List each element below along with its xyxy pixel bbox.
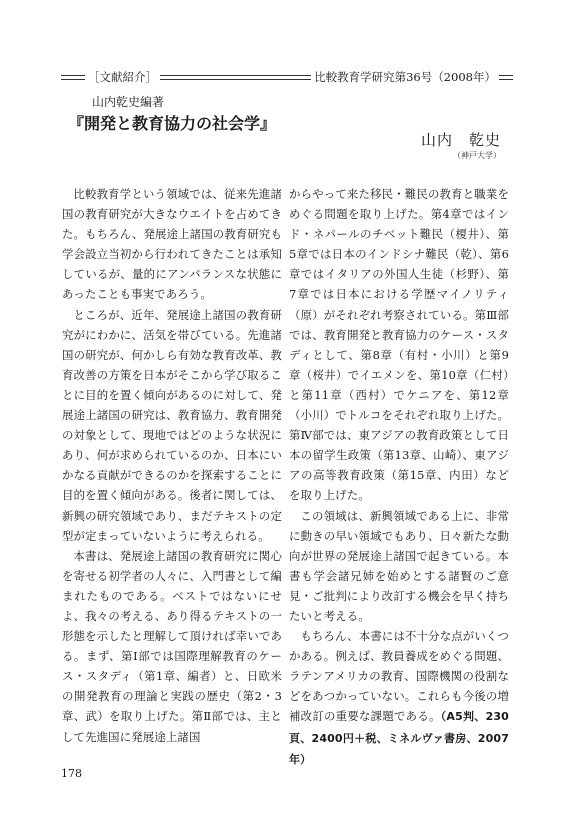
reviewer-name: 山内 乾史 — [420, 131, 501, 149]
journal-issue: 比較教育学研究第36号（2008年） — [314, 70, 496, 84]
reviewer-affiliation: （神戸大学） — [453, 151, 501, 160]
paragraph-text: もちろん、本書には不十分な点がいくつかある。例えば、教員養成をめぐる問題、ラテンアメリカの教育、国際機関の役割などをあつかっていない。これらも今後の増補改訂の重要な課題である。 — [289, 629, 509, 724]
paragraph — [289, 626, 509, 770]
body-right-column — [289, 184, 509, 770]
reviewer-block — [421, 131, 501, 161]
page-number: 178 — [61, 767, 82, 780]
section-header-rule — [61, 70, 513, 84]
paragraph: この領域は、新興領域である上に、非常に動きの早い領域でもあり、日々新たな動向が世界の発展途上諸国で起きている。本書も学会諸兄姉を始めとする諸賢のご意見・ご批判により改訂する機会を早く持ちたいと考える。 — [289, 508, 509, 623]
book-title: 『開発と教育協力の社会学』 — [68, 114, 277, 133]
paragraph: からやって来た移民・難民の教育と職業をめぐる問題を取り上げた。第4章ではインド・ネパールのチベット難民（榎井）、第5章では日本のインドシナ難民（乾）、第6章ではイタリアの外国人生徒（杉野）、第7章では日本における学歴マイノリティ（原）がそれぞれ考察されている。第Ⅲ部では、教育開発と教育協力のケース・スタディとして、第8章（有村・小川）と第9章（桜井）でイエメンを、第10章（仁村）と第11章（西村）でケニアを、第12章（小川）でトルコをそれぞれ取り上げた。第Ⅳ部では、東アジアの教育政策として日本の留学生政策（第13章、山崎）、東アジアの高等教育政策（第15章、内田）などを取り上げた。 — [289, 187, 509, 503]
body-left-column — [62, 184, 282, 747]
paragraph: 本書は、発展途上諸国の教育研究に関心を寄せる初学者の人々に、入門書として編まれたものである。ベストではないにせよ、我々の考える、あり得るテキストの一形態を示したと理解して頂ければ幸いである。まず、第Ⅰ部では国際理解教育のケース・スタディ（第1章、編者）と、日欧米の開発教育の理論と実践の歴史（第2・3章、武）を取り上げた。第Ⅱ部では、主として先進国に発展途上諸国 — [62, 548, 282, 744]
double-rule-middle — [160, 75, 311, 80]
paragraph: ところが、近年、発展途上諸国の教育研究がにわかに、活気を帯びている。先進諸国の研究が、何かしら有効な教育改革、教育改善の方策を日本がそこから学び取ることに目的を置く傾向があるのに対して、発展途上諸国の研究は、教育協力、教育開発の対象として、現地ではどのような状況にあり、何が求められているのか、日本にいかなる貢献ができるのかを探索することに目的を置く傾向がある。後者に関しては、新興の研究領域であり、まだテキストの定型が定まっていないように考えられる。 — [62, 307, 282, 543]
paragraph: 比較教育学という領域では、従来先進諸国の教育研究が大きなウエイトを占めてきた。もちろん、発展途上諸国の教育研究も学会設立当初から行われてきたことは承知しているが、量的にアンバランスな状態にあったことも事実であろう。 — [62, 187, 282, 302]
publication-info: （A5判、230頁、2400円＋税、ミネルヴァ書房、2007年） — [289, 710, 509, 766]
double-rule-right — [499, 75, 513, 80]
section-label: ［文献紹介］ — [88, 70, 157, 84]
double-rule-left — [61, 75, 85, 80]
book-editor: 山内乾史編著 — [92, 95, 165, 109]
